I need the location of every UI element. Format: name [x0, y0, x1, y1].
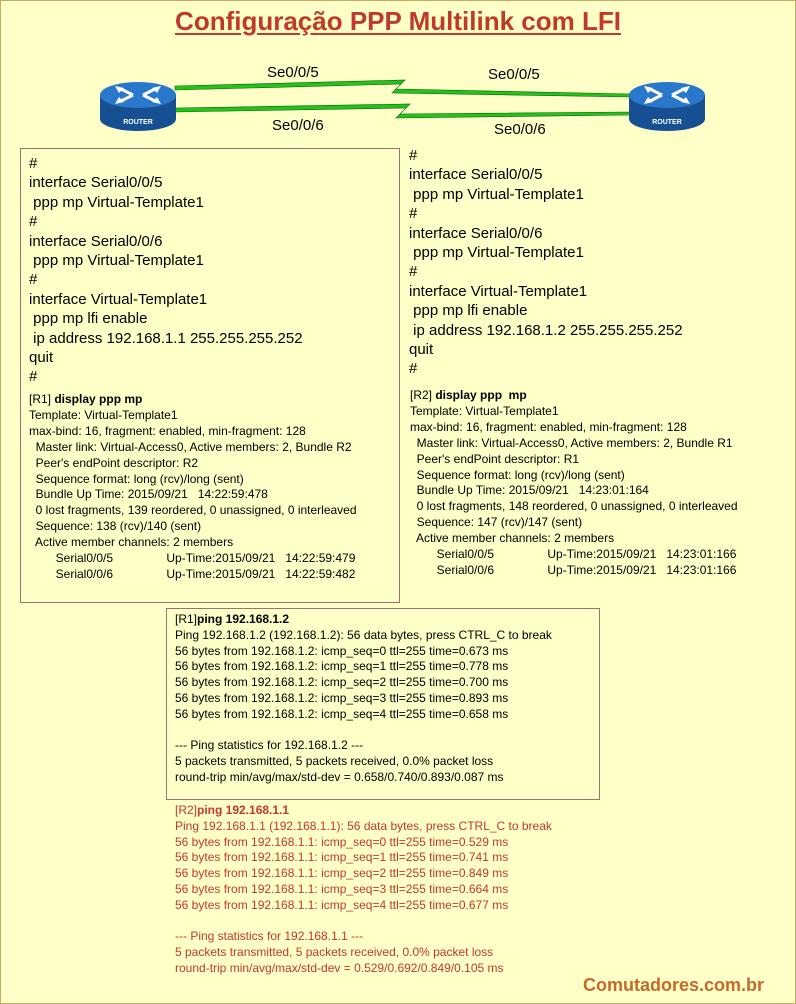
display-line: max-bind: 16, fragment: enabled, min-fragment: 128 — [410, 419, 687, 434]
serial-link-upper — [175, 80, 630, 97]
ping-line: 56 bytes from 192.168.1.1: icmp_seq=1 ttl=255 time=0.741 ms — [175, 850, 509, 865]
ping-line — [175, 914, 605, 930]
display-line: max-bind: 16, fragment: enabled, min-fragment: 128 — [29, 423, 306, 438]
r2-ping-block — [175, 803, 605, 977]
r2-display-command: [R2] display ppp mp — [410, 388, 527, 402]
ping-line: Ping 192.168.1.1 (192.168.1.1): 56 data bytes, press CTRL_C to break — [175, 818, 552, 833]
router-label: ROUTER — [652, 119, 682, 126]
ping-line: round-trip min/avg/max/std-dev = 0.658/0.740/0.893/0.087 ms — [175, 769, 504, 784]
display-line: Active member channels: 2 members — [410, 531, 615, 546]
display-line: Template: Virtual-Template1 — [29, 407, 178, 422]
display-line: Peer's endPoint descriptor: R2 — [29, 455, 199, 470]
config-line: ip address 192.168.1.2 255.255.255.252 — [409, 321, 683, 339]
config-line: # — [409, 147, 418, 164]
link-label-left-lower: Se0/0/6 — [272, 117, 324, 134]
r2-display — [410, 388, 738, 579]
r1-ping-command: [R1]ping 192.168.1.2 — [175, 612, 290, 626]
display-line: 0 lost fragments, 148 reordered, 0 unassigned, 0 interleaved — [410, 499, 738, 514]
config-line: # — [409, 360, 418, 378]
r1-config-box — [20, 148, 400, 603]
ping-line: 56 bytes from 192.168.1.2: icmp_seq=2 ttl=255 time=0.700 ms — [175, 675, 509, 690]
display-line: Serial0/0/6 Up-Time:2015/09/21 14:23:01:166 — [410, 562, 737, 577]
config-line: interface Serial0/0/6 — [409, 224, 543, 242]
display-line: Sequence format: long (rcv)/long (sent) — [410, 467, 625, 482]
config-line: # — [409, 205, 418, 223]
config-line: ppp mp Virtual-Template1 — [409, 244, 584, 262]
display-line: Peer's endPoint descriptor: R1 — [410, 451, 580, 466]
ping-line: 56 bytes from 192.168.1.2: icmp_seq=4 ttl=255 time=0.658 ms — [175, 706, 509, 721]
ping-line: 5 packets transmitted, 5 packets received, 0.0% packet loss — [175, 754, 494, 769]
display-line: Serial0/0/5 Up-Time:2015/09/21 14:22:59:479 — [29, 551, 356, 566]
ping-line — [175, 723, 552, 739]
config-line: interface Virtual-Template1 — [409, 282, 588, 300]
config-line: ip address 192.168.1.1 255.255.255.252 — [29, 329, 303, 347]
display-line: Bundle Up Time: 2015/09/21 14:22:59:478 — [29, 487, 268, 502]
link-label-right-lower: Se0/0/6 — [494, 121, 546, 138]
config-line: # — [29, 271, 38, 289]
config-line: ppp mp Virtual-Template1 — [29, 252, 204, 270]
r2-config-block — [408, 148, 788, 588]
config-line: interface Serial0/0/5 — [409, 166, 543, 184]
ping-line: --- Ping statistics for 192.168.1.1 --- — [175, 929, 364, 944]
r2-ping-command: [R2]ping 192.168.1.1 — [175, 803, 290, 817]
link-label-right-upper: Se0/0/5 — [488, 66, 540, 83]
config-line: # — [29, 368, 38, 386]
config-line: ppp mp Virtual-Template1 — [409, 185, 584, 203]
brand-watermark: Comutadores.com.br — [582, 975, 764, 995]
config-line: ppp mp Virtual-Template1 — [29, 193, 204, 211]
r1-display-command: [R1] display ppp mp — [29, 392, 143, 406]
display-line: Serial0/0/5 Up-Time:2015/09/21 14:23:01:166 — [410, 547, 737, 562]
ping-line: Ping 192.168.1.2 (192.168.1.2): 56 data bytes, press CTRL_C to break — [175, 627, 552, 642]
display-line: Bundle Up Time: 2015/09/21 14:23:01:164 — [410, 483, 649, 498]
ping-line: round-trip min/avg/max/std-dev = 0.529/0.692/0.849/0.105 ms — [175, 960, 504, 975]
router-label: ROUTER — [123, 119, 153, 126]
config-line: ppp mp lfi enable — [29, 310, 148, 328]
config-line: quit — [409, 341, 434, 359]
router-r1 — [99, 81, 177, 133]
display-line: Sequence: 147 (rcv)/147 (sent) — [410, 515, 583, 530]
ping-line: 56 bytes from 192.168.1.2: icmp_seq=0 ttl=255 time=0.673 ms — [175, 643, 509, 658]
display-line: Master link: Virtual-Access0, Active members: 2, Bundle R1 — [410, 435, 733, 450]
ping-line: 56 bytes from 192.168.1.1: icmp_seq=3 ttl=255 time=0.664 ms — [175, 881, 509, 896]
router-r2 — [628, 81, 706, 133]
r2-config — [409, 146, 683, 379]
display-line: Active member channels: 2 members — [29, 535, 234, 550]
config-line: interface Virtual-Template1 — [29, 290, 208, 308]
serial-link-lower — [175, 104, 630, 118]
ping-line: --- Ping statistics for 192.168.1.2 --- — [175, 738, 364, 753]
config-line: interface Serial0/0/6 — [29, 232, 163, 250]
r1-ping-box — [166, 608, 600, 800]
display-line: Template: Virtual-Template1 — [410, 403, 559, 418]
config-line: # — [409, 263, 418, 281]
config-line: ppp mp lfi enable — [409, 302, 528, 320]
ping-line: 56 bytes from 192.168.1.1: icmp_seq=4 ttl=255 time=0.677 ms — [175, 897, 509, 912]
config-line: # — [29, 155, 38, 172]
ping-line: 56 bytes from 192.168.1.1: icmp_seq=0 ttl=255 time=0.529 ms — [175, 834, 509, 849]
display-line: Serial0/0/6 Up-Time:2015/09/21 14:22:59:482 — [29, 566, 356, 581]
display-line: Sequence format: long (rcv)/long (sent) — [29, 471, 244, 486]
link-label-left-upper: Se0/0/5 — [267, 64, 319, 81]
config-line: quit — [29, 349, 54, 367]
ping-line: 56 bytes from 192.168.1.2: icmp_seq=1 ttl=255 time=0.778 ms — [175, 659, 509, 674]
ping-line: 56 bytes from 192.168.1.1: icmp_seq=2 ttl=255 time=0.849 ms — [175, 866, 509, 881]
ping-line: 56 bytes from 192.168.1.2: icmp_seq=3 ttl=255 time=0.893 ms — [175, 690, 509, 705]
ping-line: 5 packets transmitted, 5 packets received, 0.0% packet loss — [175, 945, 494, 960]
r1-config — [29, 154, 303, 387]
config-line: # — [29, 213, 38, 231]
display-line: Sequence: 138 (rcv)/140 (sent) — [29, 519, 202, 534]
page-title: Configuração PPP Multilink com LFI — [175, 6, 621, 36]
display-line: Master link: Virtual-Access0, Active members: 2, Bundle R2 — [29, 439, 352, 454]
config-line: interface Serial0/0/5 — [29, 174, 163, 192]
r1-display — [29, 392, 357, 583]
display-line: 0 lost fragments, 139 reordered, 0 unassigned, 0 interleaved — [29, 503, 357, 518]
